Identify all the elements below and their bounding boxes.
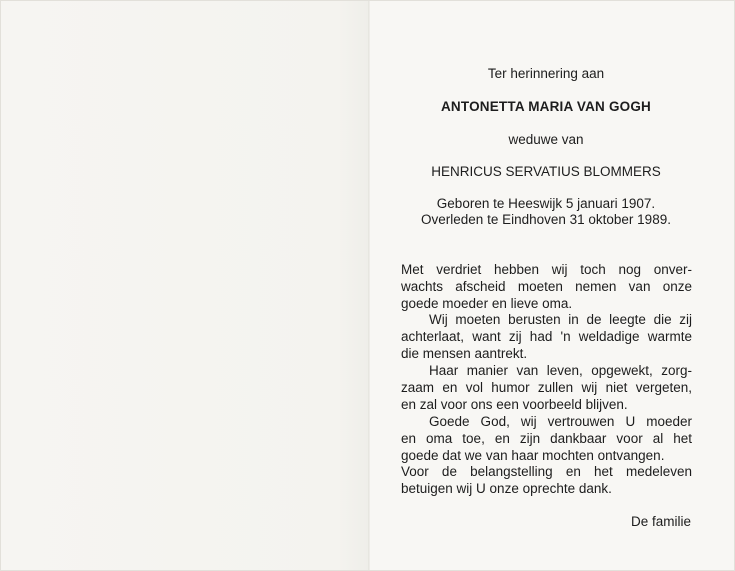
paragraph-3-line-1: Haar manier van leven, opgewekt, zorg- [429, 363, 692, 378]
paragraph-3-line-3: en zal voor ons een voorbeeld blijven. [401, 397, 628, 412]
thanks-line-2: betuigen wij U onze oprechte dank. [401, 481, 612, 496]
family-signoff: De familie [630, 514, 691, 529]
paragraph-4-line-3: goede dat we van haar mochten ontvangen. [401, 448, 665, 463]
paragraph-2-line-2: achterlaat, want zij had 'n weldadige warmte [401, 329, 692, 344]
relation-line: weduwe van [508, 132, 584, 147]
thanks-line-1: Voor de belangstelling en het medeleven [401, 464, 692, 479]
spouse-name: HENRICUS SERVATIUS BLOMMERS [431, 164, 661, 179]
paragraph-3-line-2: zaam en vol humor zullen wij niet vergeten, [401, 380, 692, 395]
card-text-area [1, 1, 735, 571]
death-line: Overleden te Eindhoven 31 oktober 1989. [421, 212, 671, 227]
birth-line: Geboren te Heeswijk 5 januari 1907. [436, 196, 656, 211]
remembrance-heading: Ter herinnering aan [487, 66, 605, 81]
paragraph-4-line-1: Goede God, wij vertrouwen U moeder [429, 414, 692, 429]
paragraph-1-line-2: wachts afscheid moeten nemen van onze [401, 279, 692, 294]
paragraph-2-line-3: die mensen aantrekt. [401, 346, 528, 361]
deceased-name: ANTONETTA MARIA VAN GOGH [440, 99, 652, 114]
paragraph-2-line-1: Wij moeten berusten in de leegte die zij [429, 312, 692, 327]
paragraph-4-line-2: en oma toe, en zijn dankbaar voor al het [401, 431, 692, 446]
paragraph-1-line-1: Met verdriet hebben wij toch nog onver- [401, 262, 692, 277]
paragraph-1-line-3: goede moeder en lieve oma. [401, 296, 573, 311]
